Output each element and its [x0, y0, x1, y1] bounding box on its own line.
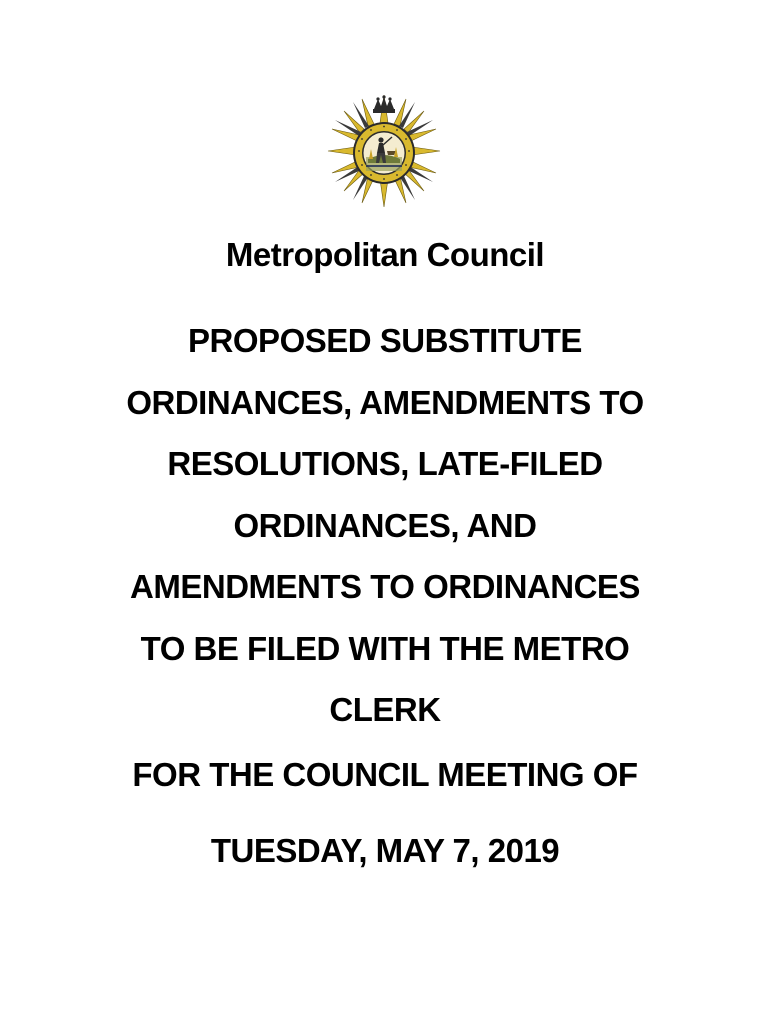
- council-heading: Metropolitan Council: [225, 236, 545, 273]
- title-line: AMENDMENTS TO ORDINANCES: [130, 568, 640, 605]
- title-line: CLERK: [329, 691, 441, 728]
- title-line: PROPOSED SUBSTITUTE: [188, 322, 582, 359]
- title-line: ORDINANCES, AND: [233, 506, 537, 544]
- metropolitan-seal-icon: [326, 93, 442, 209]
- meeting-date: TUESDAY, MAY 7, 2019: [210, 832, 560, 869]
- document-title: [0, 310, 770, 741]
- title-line: ORDINANCES, AMENDMENTS TO: [126, 383, 644, 421]
- meeting-label: FOR THE COUNCIL MEETING OF: [132, 756, 638, 793]
- title-line: RESOLUTIONS, LATE-FILED: [167, 445, 603, 482]
- title-line: TO BE FILED WITH THE METRO: [140, 629, 630, 667]
